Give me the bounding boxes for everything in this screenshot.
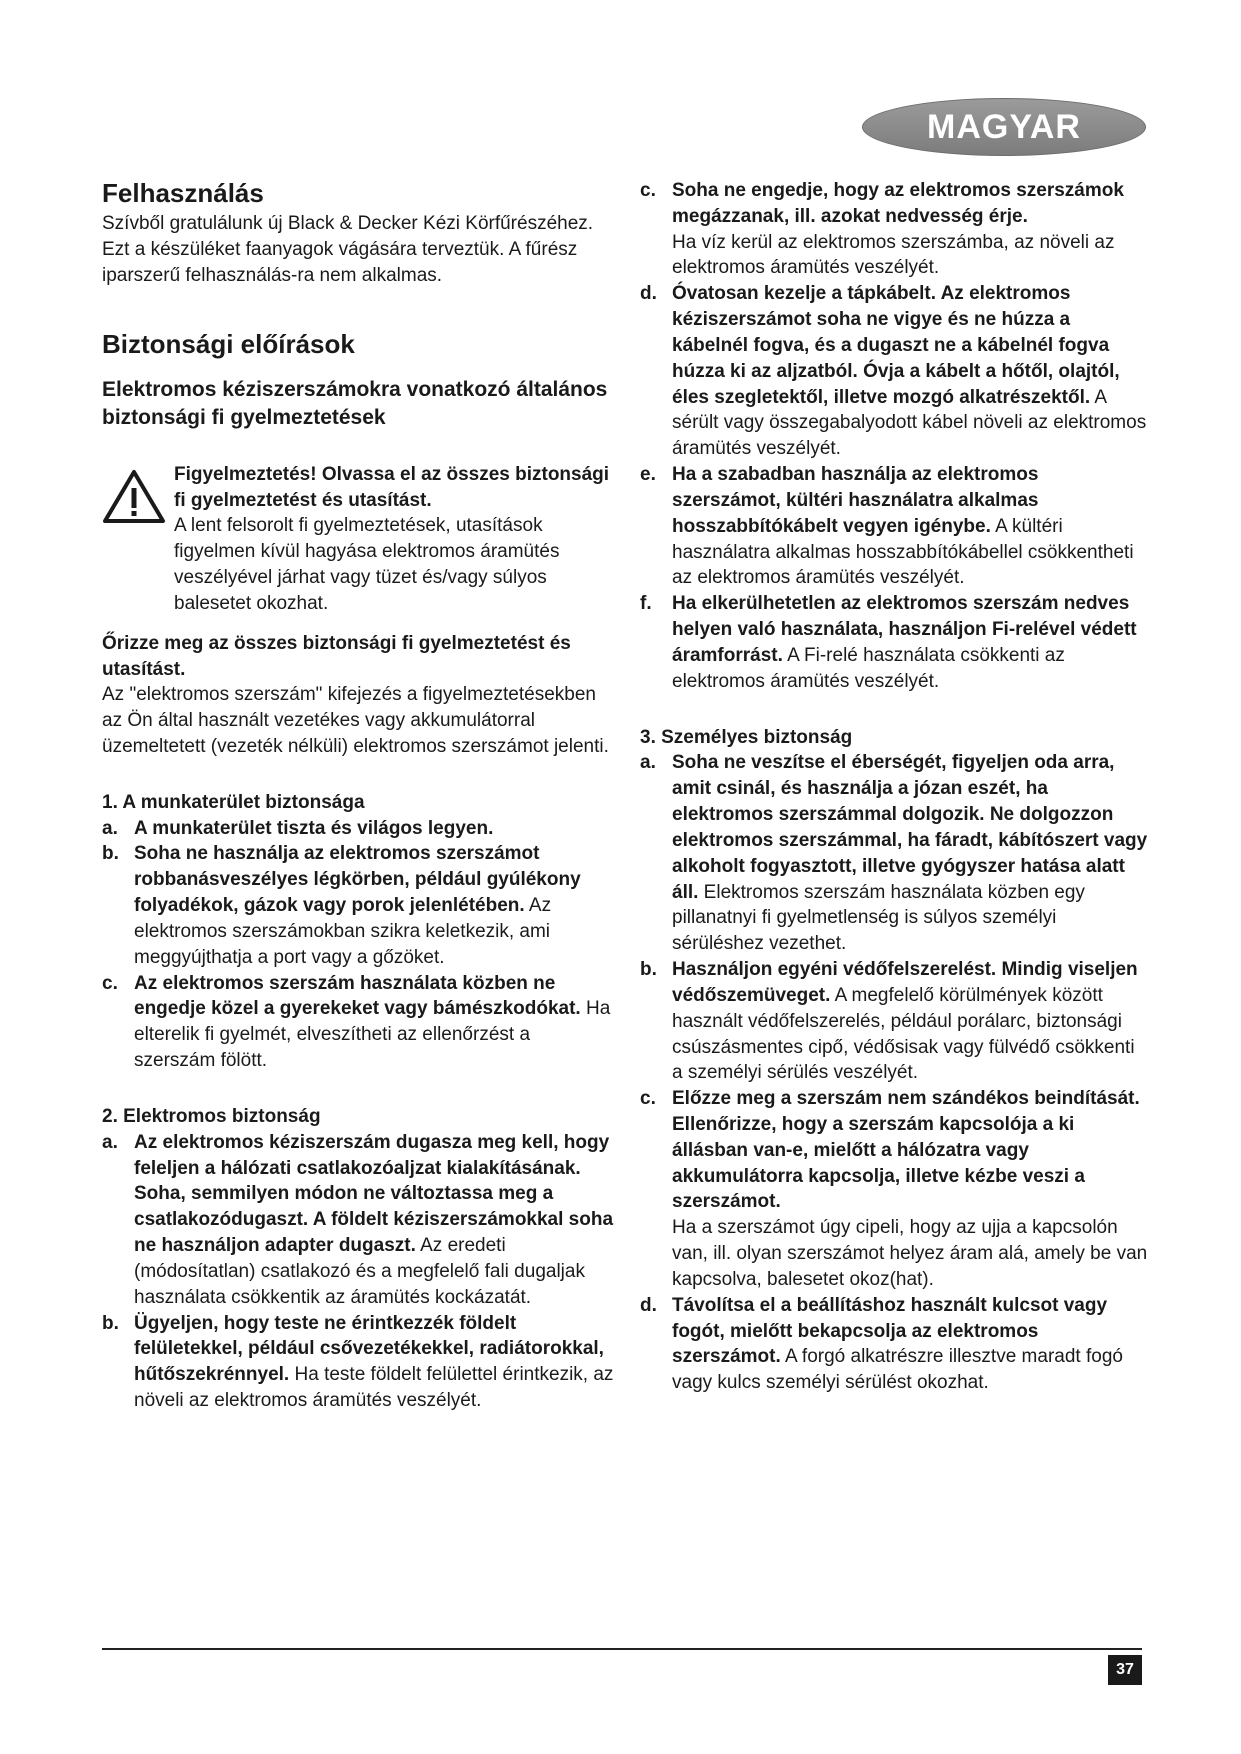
- page-number: 37: [1108, 1655, 1142, 1685]
- item-bold-text: Az elektromos szerszám használata közben ne engedje közel a gyerekeket vagy bámészkodókat.: [134, 972, 581, 1020]
- item-bold-text: Ha elkerülhetetlen az elektromos szerszám nedves helyen való használata, használjon Fi-relével védett áramforrást.: [672, 593, 1137, 666]
- item-label: d.: [640, 1294, 657, 1316]
- item-label: b.: [640, 959, 657, 981]
- item-text: A sérült vagy összegabalyodott kábel növeli az elektromos áramütés veszélyét.: [672, 386, 1147, 460]
- section-3-title: 3. Személyes biztonság: [640, 726, 853, 748]
- list-item: [640, 750, 1148, 957]
- section-2-title: 2. Elektromos biztonság: [102, 1105, 321, 1127]
- item-text: A megfelelő körülmények között használt védőfelszerelés, például porálarc, biztonsági csúszásmentes cipő, védősisak vagy fülvédő csökkenti a személyi sérülés veszélyét.: [672, 984, 1135, 1084]
- item-label: c.: [640, 180, 656, 201]
- item-label: e.: [640, 464, 656, 486]
- item-text: A munkaterület tiszta és világos legyen.: [134, 817, 494, 839]
- language-badge: MAGYAR: [862, 98, 1146, 156]
- item-label: d.: [640, 283, 657, 305]
- item-label: a.: [640, 752, 656, 774]
- list-item: [640, 281, 1148, 462]
- list-item: [102, 1311, 614, 1414]
- item-bold-text: Ha a szabadban használja az elektromos szerszámot, kültéri használatra alkalmas hosszabbítókábelt vegyen igénybe.: [672, 464, 1039, 537]
- item-label: c.: [640, 1088, 656, 1110]
- list-item: [102, 1130, 614, 1311]
- item-text: A Fi-relé használata csökkenti az elektromos áramütés veszélyét.: [672, 644, 1065, 692]
- item-bold-text: Óvatosan kezelje a tápkábelt. Az elektromos kéziszerszámot soha ne vigye és ne húzza a kábelnél fogva, és a dugaszt ne a kábelnél fogva húzza ki az aljzatból. Óvja a kábelt a hőtől, olajtól, éles szegletektől, illetve mozgó alkatrészektől.: [672, 283, 1120, 408]
- item-text: Ha elterelik fi gyelmét, elveszítheti az ellenőrzést a szerszám fölött.: [134, 998, 611, 1072]
- list-item: [640, 957, 1148, 1086]
- item-text: Ha a szerszámot úgy cipeli, hogy az ujja a kapcsolón van, ill. olyan szerszámot helyez áram alá, amely be van kapcsolva, balesetet okoz(hat).: [672, 1217, 1148, 1290]
- item-label: b.: [102, 843, 119, 865]
- item-text: Az elektromos szerszámokban szikra keletkezik, ami meggyújthatja a port vagy a gőzöket.: [134, 895, 552, 968]
- item-text: Ha teste földelt felülettel érintkezik, az növeli az elektromos áramütés veszélyét.: [134, 1364, 614, 1412]
- list-item: [102, 971, 614, 1074]
- right-column: [640, 178, 1148, 1396]
- list-item: [640, 178, 1148, 281]
- warning-text: A lent felsorolt fi gyelmeztetések, utasítások figyelmen kívül hagyása elektromos áramütés veszélyével járhat vagy tüzet és/vagy súlyos balesetet okozhat.: [174, 515, 560, 614]
- item-text: Az eredeti (módosítatlan) csatlakozó és a megfelelő fali dugaljak használata csökkentik az áramütés kockázatát.: [134, 1235, 585, 1308]
- general-warnings-title: Elektromos kéziszerszámokra vonatkozó általános biztonsági fi gyelmeztetések: [102, 377, 608, 429]
- item-bold-text: Soha ne veszítse el éberségét, figyeljen oda arra, amit csinál, és használja a józan eszét, ha elektromos szerszámmal dolgozik. Ne dolgozzon elektromos szerszámmal, ha fáradt, kábítószert vagy alkoholt fogyasztott, illetve gyógyszer hatása alatt áll.: [672, 752, 1148, 903]
- item-label: c.: [102, 972, 118, 994]
- item-bold-text: Távolítsa el a beállításhoz használt kulcsot vagy fogót, mielőtt bekapcsolja az elektromos szerszámot.: [672, 1294, 1108, 1368]
- safety-title: Biztonsági előírások: [102, 328, 355, 359]
- list-item: [102, 816, 614, 842]
- item-bold-text: Használjon egyéni védőfelszerelést. Mindig viseljen védőszemüveget.: [672, 959, 1138, 1006]
- list-item: [640, 1086, 1148, 1293]
- list-item: [640, 462, 1148, 591]
- item-text: Elektromos szerszám használata közben egy pillanatnyi fi gyelmetlenség is súlyos személyi sérüléshez vezethet.: [672, 881, 1085, 955]
- keep-instructions-text: Az "elektromos szerszám" kifejezés a figyelmeztetésekben az Ön által használt vezetékes vagy akkumulátorral üzemeltetett (vezeték nélküli) elektromos szerszámot jelenti.: [102, 684, 609, 757]
- warning-triangle-icon: [102, 462, 174, 617]
- list-item: [640, 1293, 1148, 1396]
- item-label: f.: [640, 593, 652, 615]
- item-text: A kültéri használatra alkalmas hosszabbítókábellel csökkentheti az elektromos áramütés veszélyét.: [672, 515, 1134, 589]
- list-item: [640, 591, 1148, 694]
- keep-instructions-heading: Őrizze meg az összes biztonsági fi gyelmeztetést és utasítást.: [102, 632, 571, 680]
- item-bold-text: Soha ne engedje, hogy az elektromos szerszámok megázzanak, ill. azokat nedvesség érje.: [672, 180, 1124, 227]
- item-label: a.: [102, 817, 118, 839]
- usage-text: Szívből gratulálunk új Black & Decker Kézi Körfűrészéhez. Ezt a készüléket faanyagok vágására terveztük. A fűrész iparszerű felhasználás-ra nem alkalmas.: [102, 213, 594, 286]
- item-text: A forgó alkatrészre illesztve maradt fogó vagy kulcs személyi sérülést okozhat.: [672, 1346, 1123, 1394]
- warning-heading: Figyelmeztetés! Olvassa el az összes biztonsági fi gyelmeztetést és utasítást.: [174, 463, 610, 511]
- list-item: [102, 841, 614, 970]
- item-label: a.: [102, 1131, 118, 1153]
- left-column: [102, 178, 614, 1414]
- item-text: Ha víz kerül az elektromos szerszámba, az növeli az elektromos áramütés veszélyét.: [672, 231, 1115, 279]
- section-1-title: 1. A munkaterület biztonsága: [102, 791, 365, 813]
- item-bold-text: Előzze meg a szerszám nem szándékos beindítását. Ellenőrizze, hogy a szerszám kapcsolója a ki állásban van-e, mielőtt a hálózatra vagy akkumulátorra kapcsolja, illetve kézbe veszi a szerszámot.: [672, 1088, 1140, 1213]
- item-bold-text: Az elektromos kéziszerszám dugasza meg kell, hogy feleljen a hálózati csatlakozóaljzat kialakításának. Soha, semmilyen módon ne változtassa meg a csatlakozódugaszt. A földelt kéziszerszámokkal soha ne használjon adapter dugaszt.: [134, 1131, 614, 1257]
- item-label: b.: [102, 1312, 119, 1334]
- item-bold-text: Ügyeljen, hogy teste ne érintkezzék földelt felületekkel, például csővezetékekkel, radiátorokkal, hűtőszekrénnyel.: [134, 1312, 604, 1386]
- warning-block: [102, 462, 614, 617]
- usage-title: Felhasználás: [102, 178, 264, 208]
- footer-divider: [102, 1648, 1142, 1650]
- item-bold-text: Soha ne használja az elektromos szerszámot robbanásveszélyes légkörben, például gyúlékony folyadékok, gázok vagy porok jelenlétében.: [134, 843, 581, 917]
